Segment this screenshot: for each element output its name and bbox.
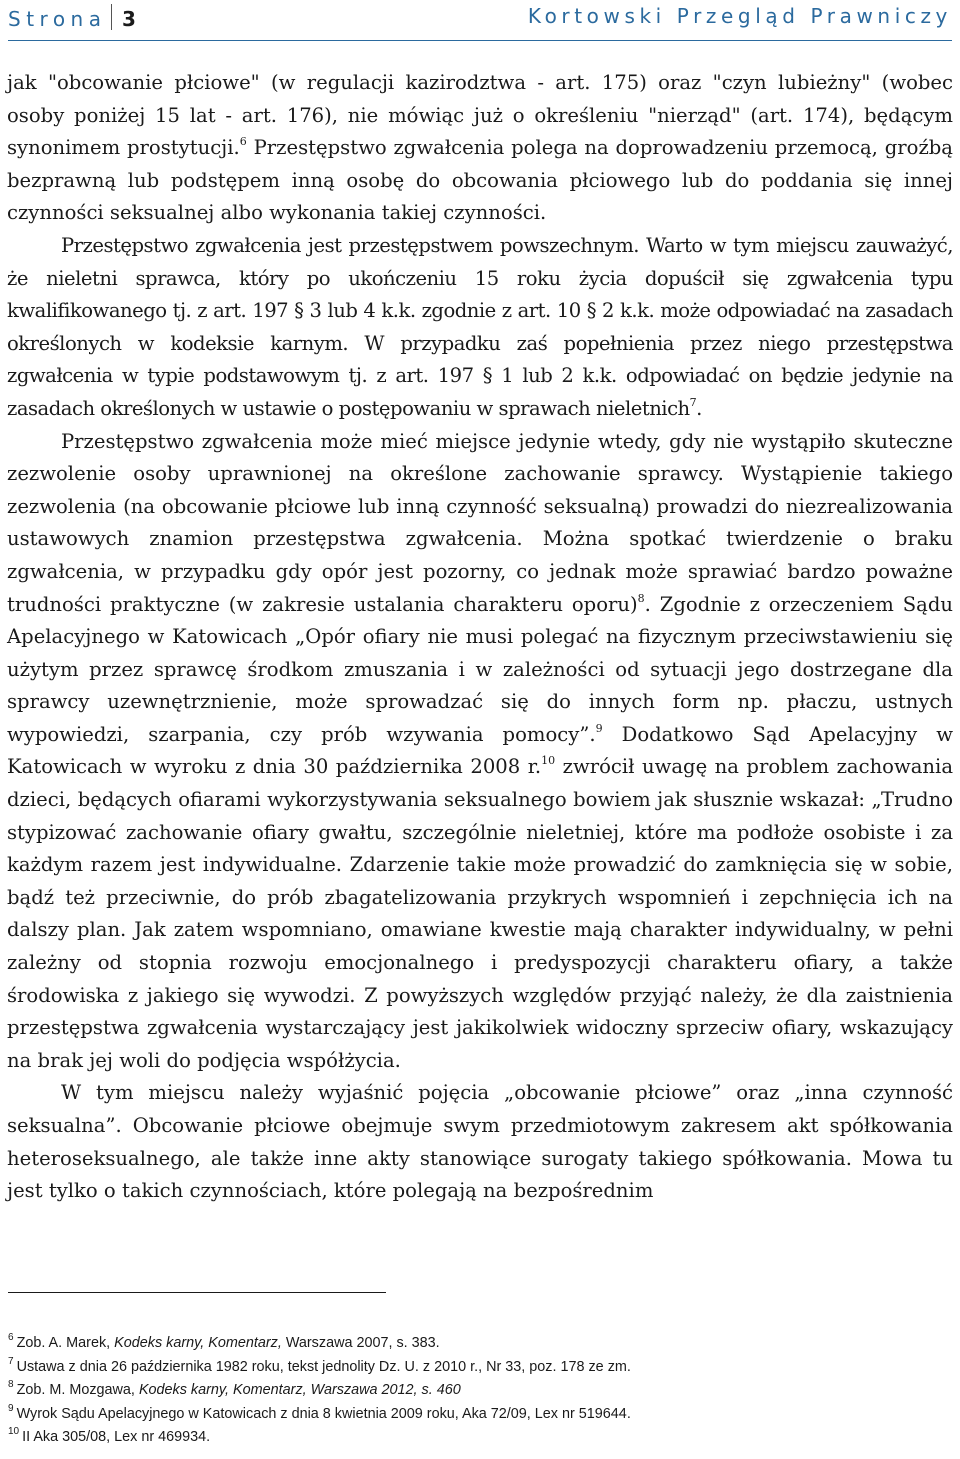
paragraph-2 [7,230,953,426]
footnote-8 [8,1379,952,1403]
paragraph-2-text-a: Przestępstwo zgwałcenia jest przestępstwem powszechnym. Warto w tym miejscu zauważyć, że nieletni sprawca, który po ukończeniu 15 roku życia dopuścił się zgwałcenia typu kwalifikowanego tj. z art. 197 § 3 lub 4 k.k. zgodnie z art. 10 § 2 k.k. może odpowiadać na zasadach określonych w kodeksie karnym. W przypadku zaś popełnienia przez niego przestępstwa zgwałcenia w typie podstawowym tj. z art. 197 § 1 lub 2 k.k. odpowiadać on będzie jedynie na zasadach określonych w ustawie o postępowaniu w sprawach nieletnich [7,233,953,420]
footnote-ref-10[interactable]: 10 [541,754,556,768]
paragraph-3 [7,426,953,1078]
page-word: Strona [8,7,107,31]
paragraph-1 [7,67,953,230]
footnote-number: 9 [8,1402,14,1414]
footnote-title: Kodeks karny, Komentarz, [114,1335,282,1351]
paragraph-4-text: W tym miejscu należy wyjaśnić pojęcia „obcowanie płciowe” oraz „inna czynność seksualna”. Obcowanie płciowe obejmuje swym przedmiotowym zakresem akt spółkowania heteroseksualnego, ale także inne akty stanowiące surogaty takiego spółkowania. Mowa tu jest tylko o takich czynnościach, które polegają na bezpośrednim [7,1081,953,1203]
page-number: 3 [122,7,142,31]
header-separator [111,4,113,30]
paragraph-3-text-c: Dodatkowo Sąd Apelacyjny w Katowicach w wyroku z dnia 30 października 2008 r. [7,722,953,779]
footnote-title: Kodeks karny, Komentarz, Warszawa 2012, s. 460 [138,1382,461,1399]
footnote-number: 6 [8,1332,14,1343]
footnote-9 [8,1403,952,1427]
footnote-ref-6[interactable]: 6 [239,135,247,149]
footnote-7 [8,1356,952,1380]
paragraph-3-text-d: zwrócił uwagę na problem zachowania dzieci, będących ofiarami wykorzystywania seksualnego bowiem jak słusznie wskazał: „Trudno stypizować zachowanie ofiary gwałtu, szczególnie nieletniej, które ma podłoże osobiste i za każdym razem jest indywidualne. Zdarzenie takie może prowadzić do zamknięcia się w sobie, bądź też przeciwnie, do prób zbagatelizowania przykrych wspomnień i zepchnięcia ich na dalszy plan. Jak zatem wspomniano, omawiane kwestie mają charakter indywidualny, w pełni zależny od stopnia rozwoju emocjonalnego i predyspozycji charakteru ofiary, a także środowiska z jakiego się wywodzi. Z powyższych względów przyjąć należy, że dla zaistnienia przestępstwa zgwałcenia wystarczający jest jakikolwiek widoczny sprzeciw ofiary, wskazujący na brak jej woli do podjęcia współżycia. [7,755,954,1072]
footnote-text-tail: Warszawa 2007, s. 383. [281,1335,440,1351]
footnote-number: 8 [8,1379,14,1391]
paragraph-1-text-b: Przestępstwo zgwałcenia polega na doprowadzeniu przemocą, groźbą bezprawną lub podstępem inną osobę do obcowania płciowego lub do poddania się innej czynności seksualnej albo wykonania takiej czynności. [7,136,953,225]
paragraph-1-text-a: jak "obcowanie płciowe" (w regulacji kazirodztwa - art. 175) oraz "czyn lubieżny" (wobec osoby poniżej 15 lat - art. 176), nie mówiąc już o określeniu "nierząd" (art. 174), będącym synonimem prostytucji. [7,71,953,160]
footnote-text: Zob. A. Marek, [16,1335,115,1351]
paragraph-2-text-b: . [696,396,702,420]
publication-title: Kortowski Przegląd Prawniczy [527,4,952,28]
page-label [8,4,141,31]
footnotes [8,1332,952,1450]
footnote-number: 10 [8,1426,20,1438]
header-rule [8,40,952,41]
page-header [8,0,952,38]
footnote-number: 7 [8,1355,14,1367]
footnote-ref-9[interactable]: 9 [595,721,603,735]
body-text [7,67,953,1208]
footnote-text: Wyrok Sądu Apelacyjnego w Katowicach z dnia 8 kwietnia 2009 roku, Aka 72/09, Lex nr 519644. [16,1405,631,1422]
paragraph-3-text-b: . Zgodnie z orzeczeniem Sądu Apelacyjnego w Katowicach „Opór ofiary nie musi polegać na fizycznym przeciwstawieniu się użytym przez sprawcę środkom zmuszania i w zależności od sytuacji jego dostrzegane dla sprawcy uzewnętrznienie, może sprowadzać się do innych form np. płaczu, ustnych wypowiedzi, szarpania, czy prób wzywania pomocy”. [7,592,953,746]
footnote-6 [8,1332,952,1356]
footnote-text: II Aka 305/08, Lex nr 469934. [22,1429,211,1446]
footnote-10 [8,1426,952,1450]
footnote-text: Ustawa z dnia 26 października 1982 roku, tekst jednolity Dz. U. z 2010 r., Nr 33, poz. 178 ze zm. [16,1358,631,1375]
footnote-separator [8,1292,386,1293]
footnote-ref-7[interactable]: 7 [689,395,697,409]
paragraph-3-text-a: Przestępstwo zgwałcenia może mieć miejsce jedynie wtedy, gdy nie wystąpiło skuteczne zezwolenie osoby uprawnionej na określone zachowanie sprawcy. Wystąpienie takiego zezwolenia (na obcowanie płciowe lub inną czynność seksualną) prowadzi do niezrealizowania ustawowych znamion przestępstwa zgwałcenia. Można spotkać twierdzenie o braku zgwałcenia, w przypadku gdy opór jest pozorny, co jednak może sprawiać bardzo poważne trudności praktyczne (w zakresie ustalania charakteru oporu) [7,429,953,616]
footnote-text: Zob. M. Mozgawa, [16,1382,139,1399]
paragraph-4 [7,1077,953,1207]
footnote-ref-8[interactable]: 8 [637,591,645,605]
